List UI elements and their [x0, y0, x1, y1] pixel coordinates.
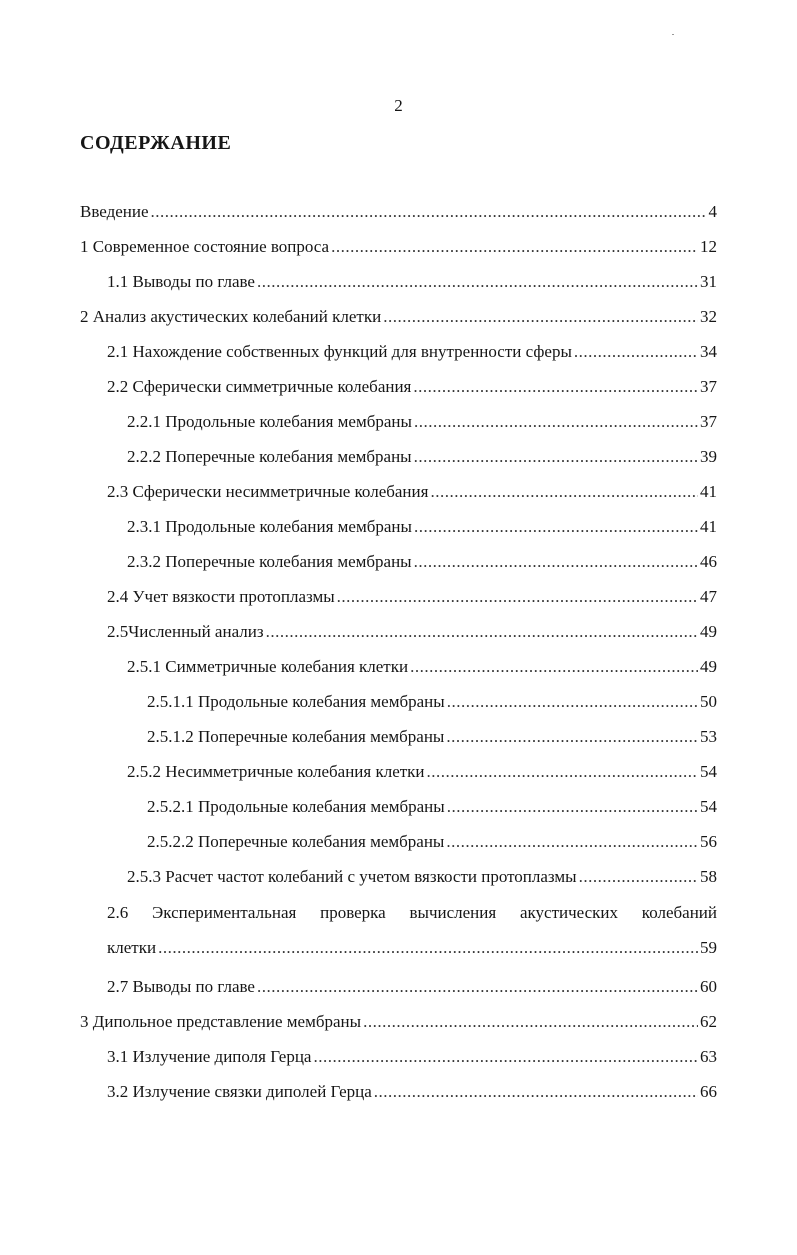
- toc-leader: [410, 652, 698, 682]
- toc-entry-page: 56: [700, 832, 717, 851]
- toc-leader: [313, 1042, 698, 1072]
- toc-leader: [158, 933, 698, 963]
- toc-entry-label: 2.5.1 Симметричные колебания клетки: [127, 657, 409, 676]
- toc-entry-page: 66: [700, 1082, 717, 1101]
- toc-entry-2-3[interactable]: [107, 477, 717, 507]
- toc-entry-chapter-2[interactable]: [80, 302, 717, 332]
- toc-entry-page: 4: [708, 202, 717, 221]
- toc-entry-label: 2.5.2.1 Продольные колебания мембраны: [147, 797, 445, 816]
- toc-leader: [266, 617, 698, 647]
- toc-leader: [430, 477, 698, 507]
- toc-entry-introduction[interactable]: [80, 197, 717, 227]
- toc-entry-page: 41: [700, 482, 717, 501]
- toc-entry-3-1[interactable]: [107, 1042, 717, 1072]
- toc-entry-2-5-1-2[interactable]: [147, 722, 717, 752]
- toc-entry-label: 2.3.2 Поперечные колебания мембраны: [127, 552, 412, 571]
- toc-entry-2-5-2[interactable]: [127, 757, 717, 787]
- toc-entry-2-4[interactable]: [107, 582, 717, 612]
- toc-entry-2-7[interactable]: [107, 972, 717, 1002]
- toc-entry-2-2-2[interactable]: [127, 442, 717, 472]
- toc-title: СОДЕРЖАНИЕ: [80, 132, 232, 154]
- toc-entry-2-5-2-1[interactable]: [147, 792, 717, 822]
- toc-leader: [447, 687, 698, 717]
- toc-leader: [414, 407, 698, 437]
- toc-entry-2-3-1[interactable]: [127, 512, 717, 542]
- toc-leader: [363, 1007, 698, 1037]
- toc-entry-label: 2.2.1 Продольные колебания мембраны: [127, 412, 412, 431]
- toc-entry-label: 2.5Численный анализ: [107, 622, 264, 641]
- toc-leader: [383, 302, 698, 332]
- toc-entry-2-3-2[interactable]: [127, 547, 717, 577]
- toc-entry-label: 2.7 Выводы по главе: [107, 977, 255, 996]
- toc-entry-2-6-first-line[interactable]: 2.6 Экспериментальная проверка вычисления акустических колебаний: [107, 903, 717, 922]
- toc-entry-label: 2.4 Учет вязкости протоплазмы: [107, 587, 335, 606]
- toc-entry-label: клетки: [107, 938, 157, 957]
- toc-entry-2-5-1[interactable]: [127, 652, 717, 682]
- toc-leader: [579, 862, 698, 892]
- toc-leader: [414, 442, 698, 472]
- toc-leader: [414, 512, 698, 542]
- toc-entry-label: 2.3.1 Продольные колебания мембраны: [127, 517, 412, 536]
- toc-entry-page: 34: [700, 342, 717, 361]
- toc-entry-page: 54: [700, 762, 717, 781]
- toc-entry-1-1[interactable]: [107, 267, 717, 297]
- toc-entry-3-2[interactable]: [107, 1077, 717, 1107]
- toc-entry-page: 59: [700, 938, 717, 957]
- toc-entry-2-2[interactable]: [107, 372, 717, 402]
- toc-leader: [331, 232, 698, 262]
- toc-entry-page: 32: [700, 307, 717, 326]
- toc-leader: [413, 372, 698, 402]
- toc-leader: [574, 337, 698, 367]
- toc-entry-page: 62: [700, 1012, 717, 1031]
- toc-entry-label: 3.1 Излучение диполя Герца: [107, 1047, 312, 1066]
- toc-entry-page: 54: [700, 797, 717, 816]
- toc-leader: [447, 792, 698, 822]
- toc-entry-label: 3 Дипольное представление мембраны: [80, 1012, 362, 1031]
- toc-entry-label: 1.1 Выводы по главе: [107, 272, 255, 291]
- toc-entry-page: 39: [700, 447, 717, 466]
- toc-entry-page: 50: [700, 692, 717, 711]
- toc-entry-page: 31: [700, 272, 717, 291]
- page-number: 2: [394, 96, 403, 115]
- toc-entry-page: 49: [700, 657, 717, 676]
- toc-leader: [151, 197, 707, 227]
- toc-entry-label: 2.5.3 Расчет частот колебаний с учетом вязкости протоплазмы: [127, 867, 577, 886]
- toc-entry-page: 58: [700, 867, 717, 886]
- toc-entry-label: 2.5.2.2 Поперечные колебания мембраны: [147, 832, 445, 851]
- toc-entry-label: 2.3 Сферически несимметричные колебания: [107, 482, 429, 501]
- toc-leader: [337, 582, 698, 612]
- toc-entry-label: 2.1 Нахождение собственных функций для внутренности сферы: [107, 342, 572, 361]
- toc-leader: [414, 547, 698, 577]
- toc-entry-label: 2.5.1.1 Продольные колебания мембраны: [147, 692, 445, 711]
- toc-entry-page: 47: [700, 587, 717, 606]
- scan-speck: [672, 34, 674, 35]
- toc-entry-page: 63: [700, 1047, 717, 1066]
- toc-leader: [446, 722, 698, 752]
- toc-entry-page: 53: [700, 727, 717, 746]
- toc-entry-2-5-1-1[interactable]: [147, 687, 717, 717]
- toc-entry-2-5-2-2[interactable]: [147, 827, 717, 857]
- toc-entry-page: 37: [700, 377, 717, 396]
- toc-entry-page: 41: [700, 517, 717, 536]
- toc-entry-page: 49: [700, 622, 717, 641]
- toc-entry-2-5[interactable]: [107, 617, 717, 647]
- toc-entry-2-6[interactable]: [107, 933, 717, 963]
- toc-entry-page: 12: [700, 237, 717, 256]
- toc-entry-label: 2.5.1.2 Поперечные колебания мембраны: [147, 727, 445, 746]
- toc-entry-2-1[interactable]: [107, 337, 717, 367]
- toc-leader: [427, 757, 698, 787]
- toc-entry-label: Введение: [80, 202, 149, 221]
- toc-leader: [446, 827, 698, 857]
- toc-entry-label: 2.2 Сферически симметричные колебания: [107, 377, 412, 396]
- toc-leader: [257, 972, 698, 1002]
- toc-entry-page: 60: [700, 977, 717, 996]
- toc-entry-page: 37: [700, 412, 717, 431]
- toc-entry-label: 2 Анализ акустических колебаний клетки: [80, 307, 382, 326]
- toc-entry-2-2-1[interactable]: [127, 407, 717, 437]
- toc-entry-chapter-3[interactable]: [80, 1007, 717, 1037]
- toc-entry-label: 2.2.2 Поперечные колебания мембраны: [127, 447, 412, 466]
- toc-leader: [374, 1077, 698, 1107]
- toc-entry-label: 3.2 Излучение связки диполей Герца: [107, 1082, 372, 1101]
- toc-leader: [257, 267, 698, 297]
- toc-entry-page: 46: [700, 552, 717, 571]
- toc-entry-label: 2.5.2 Несимметричные колебания клетки: [127, 762, 425, 781]
- toc-entry-chapter-1[interactable]: [80, 232, 717, 262]
- toc-entry-label: 1 Современное состояние вопроса: [80, 237, 330, 256]
- toc-entry-2-5-3[interactable]: [127, 862, 717, 892]
